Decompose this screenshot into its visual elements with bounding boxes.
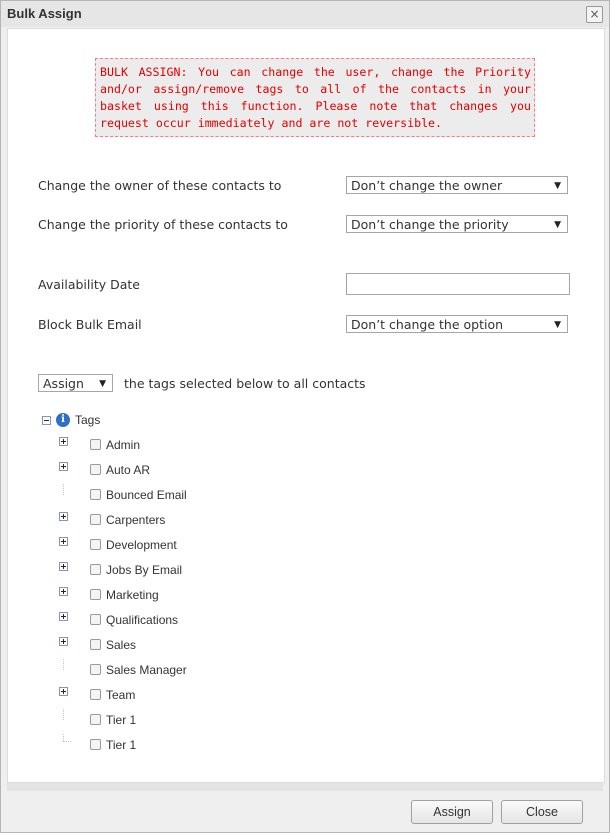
tag-label: Development [106, 538, 177, 552]
tag-checkbox-qualifications[interactable] [90, 614, 101, 625]
expand-icon[interactable] [59, 462, 68, 471]
scroll-track[interactable] [7, 783, 603, 791]
tag-label: Tier 1 [106, 713, 137, 727]
expand-icon[interactable] [59, 437, 68, 446]
tag-checkbox-auto-ar[interactable] [90, 464, 101, 475]
tag-checkbox-development[interactable] [90, 539, 101, 550]
tag-label: Sales [106, 638, 137, 652]
chevron-down-icon: ▼ [99, 379, 106, 389]
tag-checkbox-sales-manager[interactable] [90, 664, 101, 675]
info-icon: i [56, 413, 70, 427]
expand-icon[interactable] [59, 537, 68, 546]
tag-label: Carpenters [106, 513, 166, 527]
tag-checkbox-jobs-by-email[interactable] [90, 564, 101, 575]
expand-icon[interactable] [59, 587, 68, 596]
tree-root-label: Tags [75, 413, 101, 427]
chevron-down-icon: ▼ [554, 320, 561, 330]
tree-connector [63, 741, 71, 743]
tag-checkbox-admin[interactable] [90, 439, 101, 450]
priority-label: Change the priority of these contacts to [38, 217, 288, 232]
notice-box: BULK ASSIGN: You can change the user, change the Priority and/or assign/remove tags to all of the contacts in your basket using this function. Please note that changes you request occur immediately and are not reversible. [95, 58, 535, 137]
tag-label: Tier 1 [106, 738, 137, 752]
tag-checkbox-marketing[interactable] [90, 589, 101, 600]
block-bulk-email-label: Block Bulk Email [38, 317, 142, 332]
owner-select[interactable] [346, 176, 568, 194]
availability-date-input[interactable] [346, 273, 570, 295]
close-icon[interactable]: × [586, 6, 603, 23]
priority-select-value: Don’t change the priority [351, 217, 509, 232]
tag-label: Bounced Email [106, 488, 187, 502]
block-bulk-email-value: Don’t change the option [351, 317, 504, 332]
assign-mode-select[interactable] [38, 374, 113, 392]
tree-connector [63, 734, 65, 741]
expand-icon[interactable] [59, 512, 68, 521]
title-bar [1, 1, 609, 27]
expand-icon[interactable] [59, 687, 68, 696]
tag-checkbox-tier-1-b[interactable] [90, 739, 101, 750]
assign-button[interactable]: Assign [411, 800, 493, 824]
chevron-down-icon: ▼ [554, 220, 561, 230]
tag-label: Sales Manager [106, 663, 187, 677]
availability-date-label: Availability Date [38, 277, 140, 292]
block-bulk-email-select[interactable] [346, 315, 568, 333]
tag-checkbox-sales[interactable] [90, 639, 101, 650]
expand-icon[interactable] [59, 637, 68, 646]
tag-label: Admin [106, 438, 141, 452]
tag-label: Auto AR [106, 463, 151, 477]
tag-label: Qualifications [106, 613, 179, 627]
tag-checkbox-carpenters[interactable] [90, 514, 101, 525]
tag-label: Team [106, 688, 136, 702]
tree-connector [63, 709, 65, 720]
priority-select[interactable] [346, 215, 568, 233]
dialog-content [7, 28, 605, 783]
expand-icon[interactable] [59, 562, 68, 571]
chevron-down-icon: ▼ [554, 181, 561, 191]
owner-label: Change the owner of these contacts to [38, 178, 282, 193]
collapse-icon[interactable] [42, 416, 51, 425]
tree-connector [63, 484, 65, 495]
owner-select-value: Don’t change the owner [351, 178, 503, 193]
expand-icon[interactable] [59, 612, 68, 621]
tag-checkbox-team[interactable] [90, 689, 101, 700]
tag-label: Jobs By Email [106, 563, 183, 577]
tag-label: Marketing [106, 588, 159, 602]
tag-checkbox-bounced-email[interactable] [90, 489, 101, 500]
close-button[interactable]: Close [501, 800, 583, 824]
tag-checkbox-tier-1[interactable] [90, 714, 101, 725]
assign-mode-value: Assign [43, 376, 84, 391]
tree-connector [63, 659, 65, 670]
dialog-title: Bulk Assign [7, 6, 82, 21]
assign-description: the tags selected below to all contacts [124, 376, 366, 391]
